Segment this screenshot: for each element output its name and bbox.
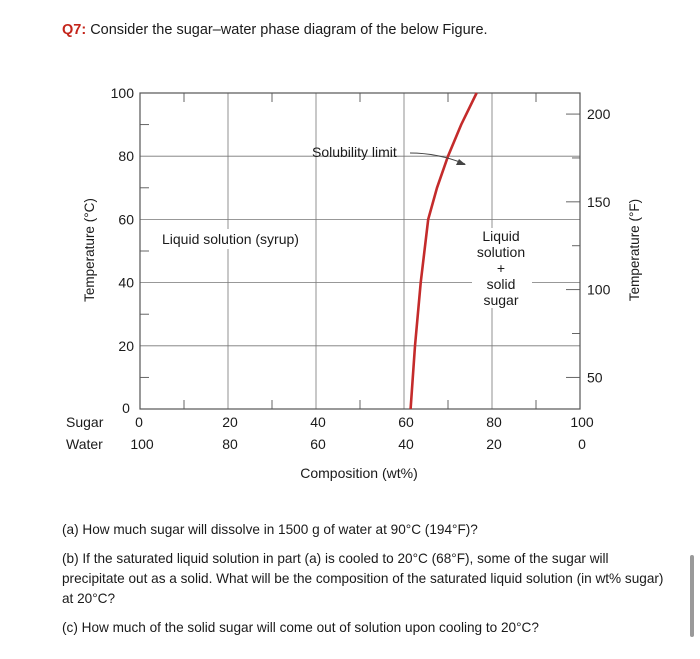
part-b: (b) If the saturated liquid solution in part (a) is cooled to 20°C (68°F), some of the sugar will precipitate out as a solid. What will be the composition of the saturated liquid solution (in wt% sugar) at 20°C? xyxy=(62,551,664,606)
y2-tick-label: 150 xyxy=(587,193,611,210)
y-origin-label: 0 xyxy=(122,400,130,416)
solubility-limit-arrowhead xyxy=(456,159,466,165)
y-tick-label: 100 xyxy=(110,85,134,101)
y-axis-title: Temperature (°C) xyxy=(82,198,97,302)
x-tick-label-water: 20 xyxy=(486,436,502,452)
x-tick-label-water: 80 xyxy=(222,436,238,452)
question-number: Q7: xyxy=(62,22,87,38)
two-phase-label-line5: sugar xyxy=(483,292,519,308)
scrollbar[interactable] xyxy=(690,555,694,637)
y-tick-label: 60 xyxy=(118,211,134,228)
solubility-limit-arrow xyxy=(410,153,465,164)
x-tick-label-sugar: 100 xyxy=(570,414,594,430)
x-tick-label-sugar: 0 xyxy=(135,414,143,430)
two-phase-label-line1: Liquid xyxy=(482,228,520,244)
x-tick-label-sugar: 80 xyxy=(486,414,502,430)
question-parts xyxy=(62,520,672,647)
x-tick-label-sugar: 40 xyxy=(310,414,326,430)
x-tick-label-sugar: 20 xyxy=(222,414,238,430)
y2-tick-label: 200 xyxy=(587,106,611,123)
y2-tick-label: 50 xyxy=(587,369,603,386)
y-tick-label: 40 xyxy=(118,274,134,291)
solubility-limit-curve xyxy=(411,93,477,409)
part-c: (c) How much of the solid sugar will come out of solution upon cooling to 20°C? xyxy=(62,620,539,635)
y-tick-label: 80 xyxy=(118,148,134,165)
y-tick-label: 20 xyxy=(118,337,134,354)
two-phase-label-line4: solid xyxy=(486,276,516,292)
x-axis-title: Composition (wt%) xyxy=(300,465,418,481)
liquid-region-label: Liquid solution (syrup) xyxy=(162,231,299,247)
two-phase-label-line2: solution xyxy=(476,244,526,260)
x-tick-label-water: 0 xyxy=(578,436,586,452)
solubility-limit-label: Solubility limit xyxy=(312,144,397,160)
y2-axis-title: Temperature (°F) xyxy=(627,198,642,302)
sugar-row-label: Sugar xyxy=(66,414,104,430)
y2-tick-label: 100 xyxy=(587,281,611,298)
x-tick-label-sugar: 60 xyxy=(398,414,414,430)
chart-labels xyxy=(111,85,616,452)
part-a: (a) How much sugar will dissolve in 1500 g of water at 90°C (194°F)? xyxy=(62,522,478,537)
water-row-label: Water xyxy=(66,436,103,452)
x-tick-label-water: 40 xyxy=(398,436,414,452)
x-tick-label-water: 100 xyxy=(130,436,154,452)
two-phase-label-line3: + xyxy=(496,260,506,276)
question-text: Consider the sugar–water phase diagram of the below Figure. xyxy=(90,22,488,38)
x-tick-label-water: 60 xyxy=(310,436,326,452)
